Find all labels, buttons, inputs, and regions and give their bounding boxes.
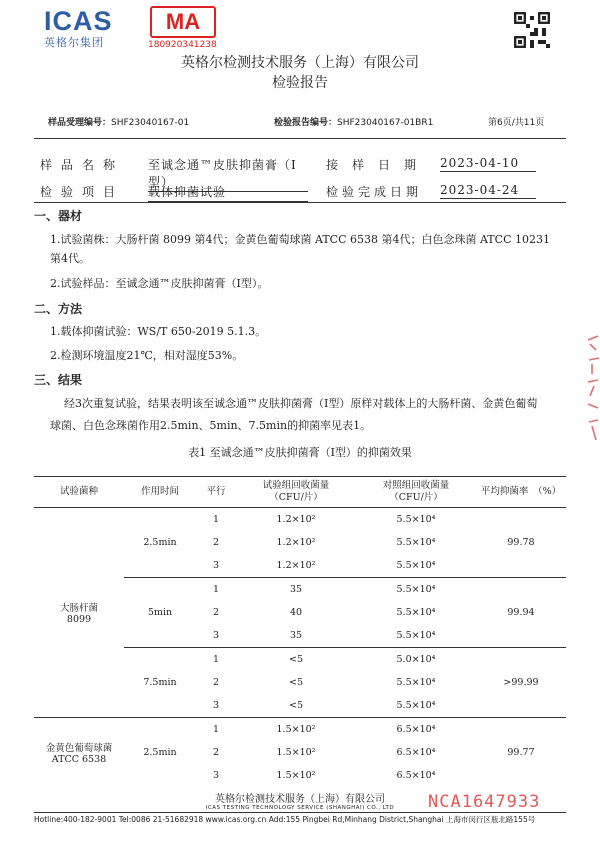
time-cell: 5min [124, 578, 196, 648]
label-text: 接样日期 [326, 158, 431, 172]
header-test-count: 试验组回收菌量 （CFU/片） [236, 477, 356, 508]
sample-number [48, 115, 189, 128]
header-parallel: 平行 [196, 477, 236, 508]
header-rate: 平均抑菌率 （%） [476, 477, 566, 508]
company-name: 英格尔检测技术服务（上海）有限公司 [181, 55, 419, 71]
strain-saureus: 金黄色葡萄球菌 ATCC 6538 [34, 718, 124, 788]
equipment-sample: 2.试验样品：至诚念通™皮肤抑菌膏（I型）。 [50, 277, 269, 290]
cma-seal-icon [150, 6, 216, 38]
table-row: 3 1.5×10² 6.5×10⁴ [212, 770, 436, 781]
footer-divider [34, 812, 566, 813]
footer-company: 英格尔检测技术服务（上海）有限公司 [215, 794, 385, 805]
table-row: 大肠杆菌 8099 2.5min 1 1.2×10² 5.5×10⁴ 99.78 [34, 508, 566, 532]
method-environment: 2.检测环境温度21℃，相对湿度53%。 [50, 349, 244, 362]
header-control-count: 对照组回收菌量 （CFU/片） [356, 477, 476, 508]
table-row: 3 35 5.5×10⁴ [212, 630, 436, 641]
test-item-label [40, 183, 124, 200]
footer-company-en: ICAS TESTING TECHNOLOGY SERVICE (SHANGHAI) CO., LTD [205, 805, 395, 811]
sample-number-value: SHF23040167-01 [111, 118, 190, 128]
icas-logo [44, 6, 134, 49]
label-text: 样品名称 [40, 158, 125, 172]
time-cell: 2.5min [124, 718, 196, 788]
table-header-row [34, 477, 566, 508]
cma-text: MA [165, 9, 201, 34]
complete-date-label [326, 183, 422, 200]
method-test: 1.载体抑菌试验：WS/T 650-2019 5.1.3。 [50, 325, 267, 338]
table-row: 2 1.5×10² 6.5×10⁴ [212, 747, 436, 758]
divider [34, 138, 566, 139]
qr-code-icon [514, 12, 550, 48]
complete-date-value: 2023-04-24 [440, 183, 536, 199]
results-table [34, 476, 566, 787]
table-row: 2 1.2×10² 5.5×10⁴ [212, 537, 436, 548]
report-title: 检验报告 [272, 75, 328, 91]
result-text: 经3次重复试验，结果表明该至诚念通™皮肤抑菌膏（I型）原样对载体上的大肠杆菌、金黄色葡萄 [64, 397, 538, 410]
cma-number: 180920341238 [148, 40, 217, 50]
divider [34, 202, 566, 203]
time-cell: 2.5min [143, 537, 177, 548]
page-number: 第6页/共11页 [488, 118, 545, 128]
report-number-value: SHF23040167-01BR1 [337, 118, 434, 128]
table-row: 3 <5 5.5×10⁴ [212, 700, 436, 711]
report-number-label: 检验报告编号： [274, 118, 338, 128]
footer-contact: Hotline:400-182-9001 Tel:0086 21-51682918 www.icas.org.cn Add:155 Pingbei Rd,Minhang District,Shanghai 上海市闵行区瓶北路155号 [34, 815, 536, 824]
rate-cell: 99.94 [476, 578, 566, 648]
section-result-title: 三、结果 [34, 373, 83, 387]
receive-date-value: 2023-04-10 [440, 156, 536, 172]
sample-name-label [40, 156, 124, 173]
table-caption: 表1 至诚念通™皮肤抑菌膏（I型）的抑菌效果 [188, 446, 412, 459]
header-strain: 试验菌种 [34, 477, 124, 508]
sample-name-value: 至诚念通™皮肤抑菌膏（I型） [148, 156, 308, 192]
table-row: 5min 1 35 5.5×10⁴ 99.94 [34, 578, 566, 602]
strain-ecoli: 大肠杆菌 8099 [59, 603, 98, 625]
table-row: 3 1.2×10² 5.5×10⁴ [212, 560, 436, 571]
logo-subtitle: 英格尔集团 [44, 36, 104, 49]
table-row: 7.5min 1 <5 5.0×10⁴ >99.99 [34, 648, 566, 672]
table-row: 2 <5 5.5×10⁴ [212, 677, 436, 688]
rate-cell: 99.78 [507, 537, 535, 548]
label-text: 检验项目 [40, 185, 125, 199]
section-equipment-title: 一、器材 [34, 209, 83, 223]
header-time: 作用时间 [124, 477, 196, 508]
logo-text: ICAS [44, 6, 113, 36]
table-row: 2 40 5.5×10⁴ [212, 607, 436, 618]
test-item-value: 载体抑菌试验 [148, 183, 308, 202]
report-number [274, 115, 433, 128]
time-cell: 7.5min [124, 648, 196, 718]
result-text-cont: 球菌、白色念珠菌作用2.5min、5min、7.5min的抑菌率见表1。 [50, 419, 372, 432]
rate-cell: >99.99 [476, 648, 566, 718]
equipment-strains-cont: 第4代。 [50, 252, 90, 265]
equipment-strains: 1.试验菌株：大肠杆菌 8099 第4代；金黄色葡萄球菌 ATCC 6538 第4代；白色念珠菌 ATCC 10231 [50, 233, 550, 246]
label-text: 检验完成日期 [326, 185, 423, 199]
serial-number: NCA1647933 [428, 792, 541, 812]
section-method-title: 二、方法 [34, 302, 83, 316]
seal-stamp-icon [586, 330, 600, 450]
receive-date-label [326, 156, 430, 173]
rate-cell: 99.77 [476, 718, 566, 788]
sample-number-label: 样品受理编号： [48, 118, 112, 128]
table-row: 金黄色葡萄球菌 ATCC 6538 2.5min 1 1.5×10² 6.5×10⁴ 99.77 [34, 718, 566, 742]
